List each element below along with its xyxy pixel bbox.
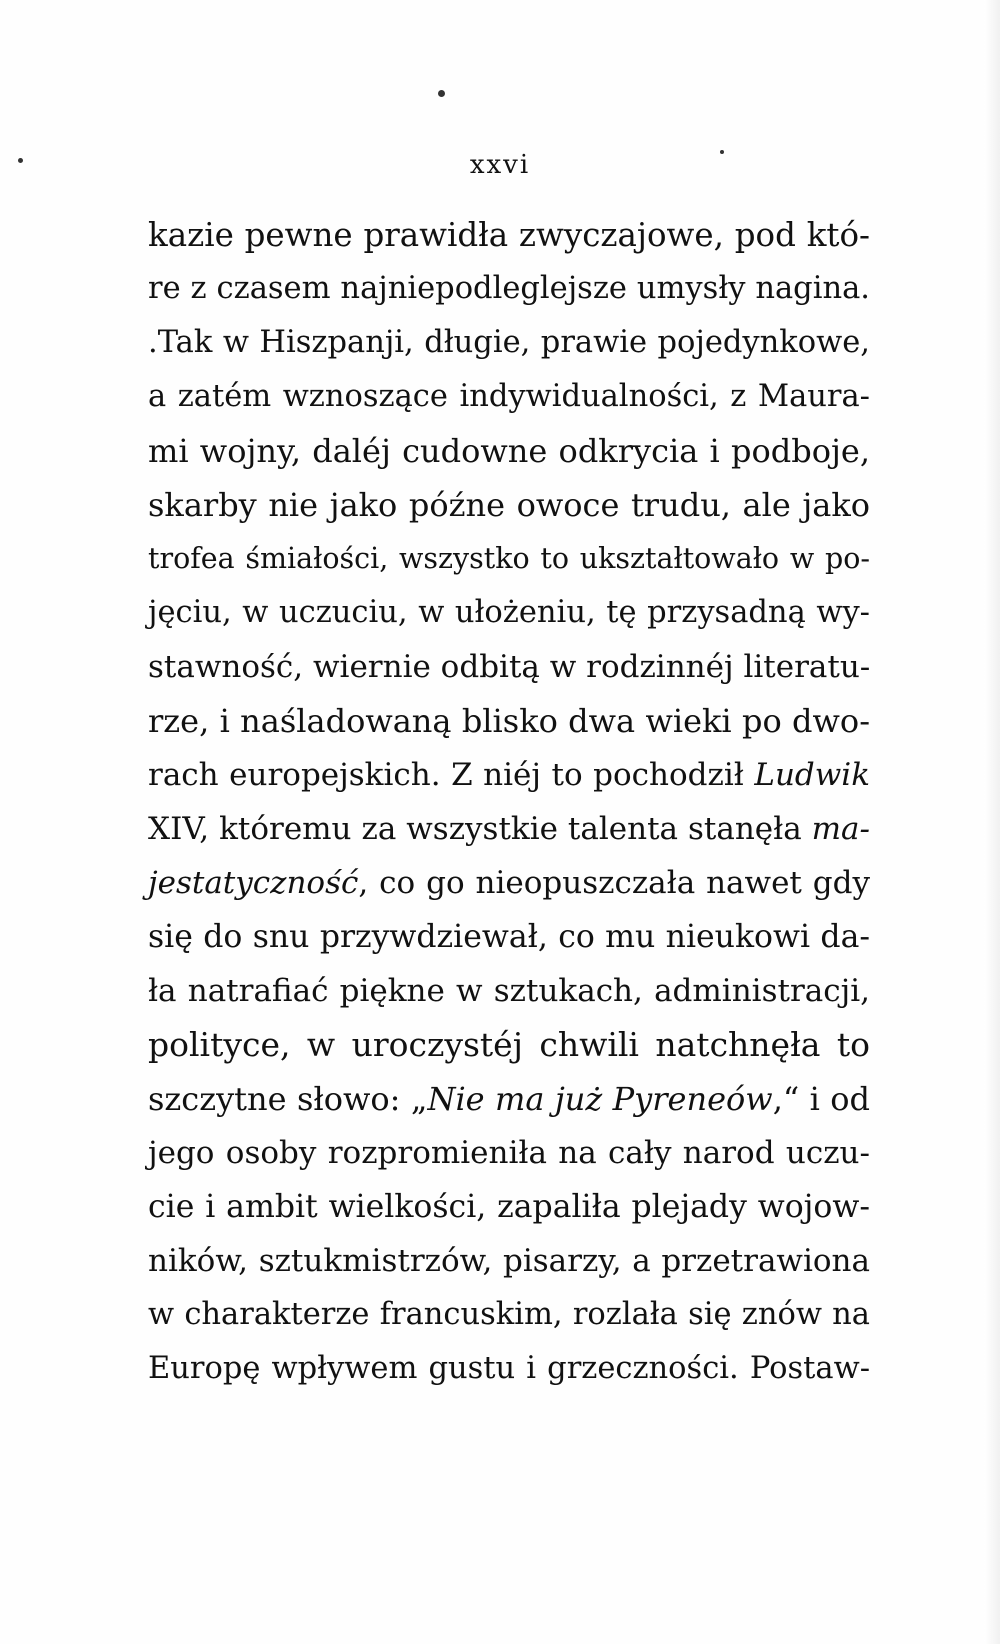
page-number: xxvi [469,150,531,180]
italic-word: jestatyczność [148,865,359,901]
text-line: Europę wpływem gustu i grzeczności. Postaw- [148,1351,870,1386]
text-line: a zatém wznoszące indywidualności, z Maura- [148,379,870,414]
text-line: rze, i naśladowaną blisko dwa wieki po dwo- [148,702,870,740]
text-line: jęciu, w uczuciu, w ułożeniu, tę przysadną wy- [148,595,870,630]
text-line: jego osoby rozpromieniła na cały narod uczu- [148,1135,870,1171]
italic-quote: Nie ma już Pyreneów [427,1080,773,1118]
text-line: .Tak w Hiszpanji, długie, prawie pojedynkowe, [148,325,870,360]
text-line: kazie pewne prawidła zwyczajowe, pod któ- [148,216,870,254]
ink-speck [438,90,445,97]
text-line: szczytne słowo: „Nie ma już Pyreneów,“ i od [148,1080,871,1118]
text-line: XIV, któremu za wszystkie talenta stanęła ma- [148,811,870,847]
text-line: polityce, w uroczystéj chwili natchnęła to [148,1025,870,1064]
text-line: jestatyczność, co go nieopuszczała nawet gdy [148,865,870,901]
text-line: się do snu przywdziewał, co mu nieukowi da- [148,919,870,955]
text-line: stawność, wiernie odbitą w rodzinnéj literatu- [148,649,871,685]
ink-speck [18,158,23,163]
text-line: mi wojny, daléj cudowne odkrycia i podboje, [148,432,870,470]
text-line: cie i ambit wielkości, zapaliła plejady wojow- [148,1189,870,1225]
page-edge [984,0,1000,1644]
ink-speck [720,150,724,154]
text-line: w charakterze francuskim, rozlała się znów na [148,1297,870,1332]
text-line: trofea śmiałości, wszystko to ukształtowało w po- [148,542,870,575]
italic-word: ma- [811,811,870,847]
text-line: re z czasem najniepodleglejsze umysły nagina. [148,271,870,306]
text-line: rach europejskich. Z niéj to pochodził Ludwik [148,757,870,793]
italic-name: Ludwik [754,757,870,793]
text-line: skarby nie jako późne owoce trudu, ale jako [148,486,870,524]
body-text [148,208,870,1396]
text-line: ników, sztukmistrzów, pisarzy, a przetrawiona [148,1243,870,1279]
text-line: ła natrafiać piękne w sztukach, administracji, [148,973,870,1009]
